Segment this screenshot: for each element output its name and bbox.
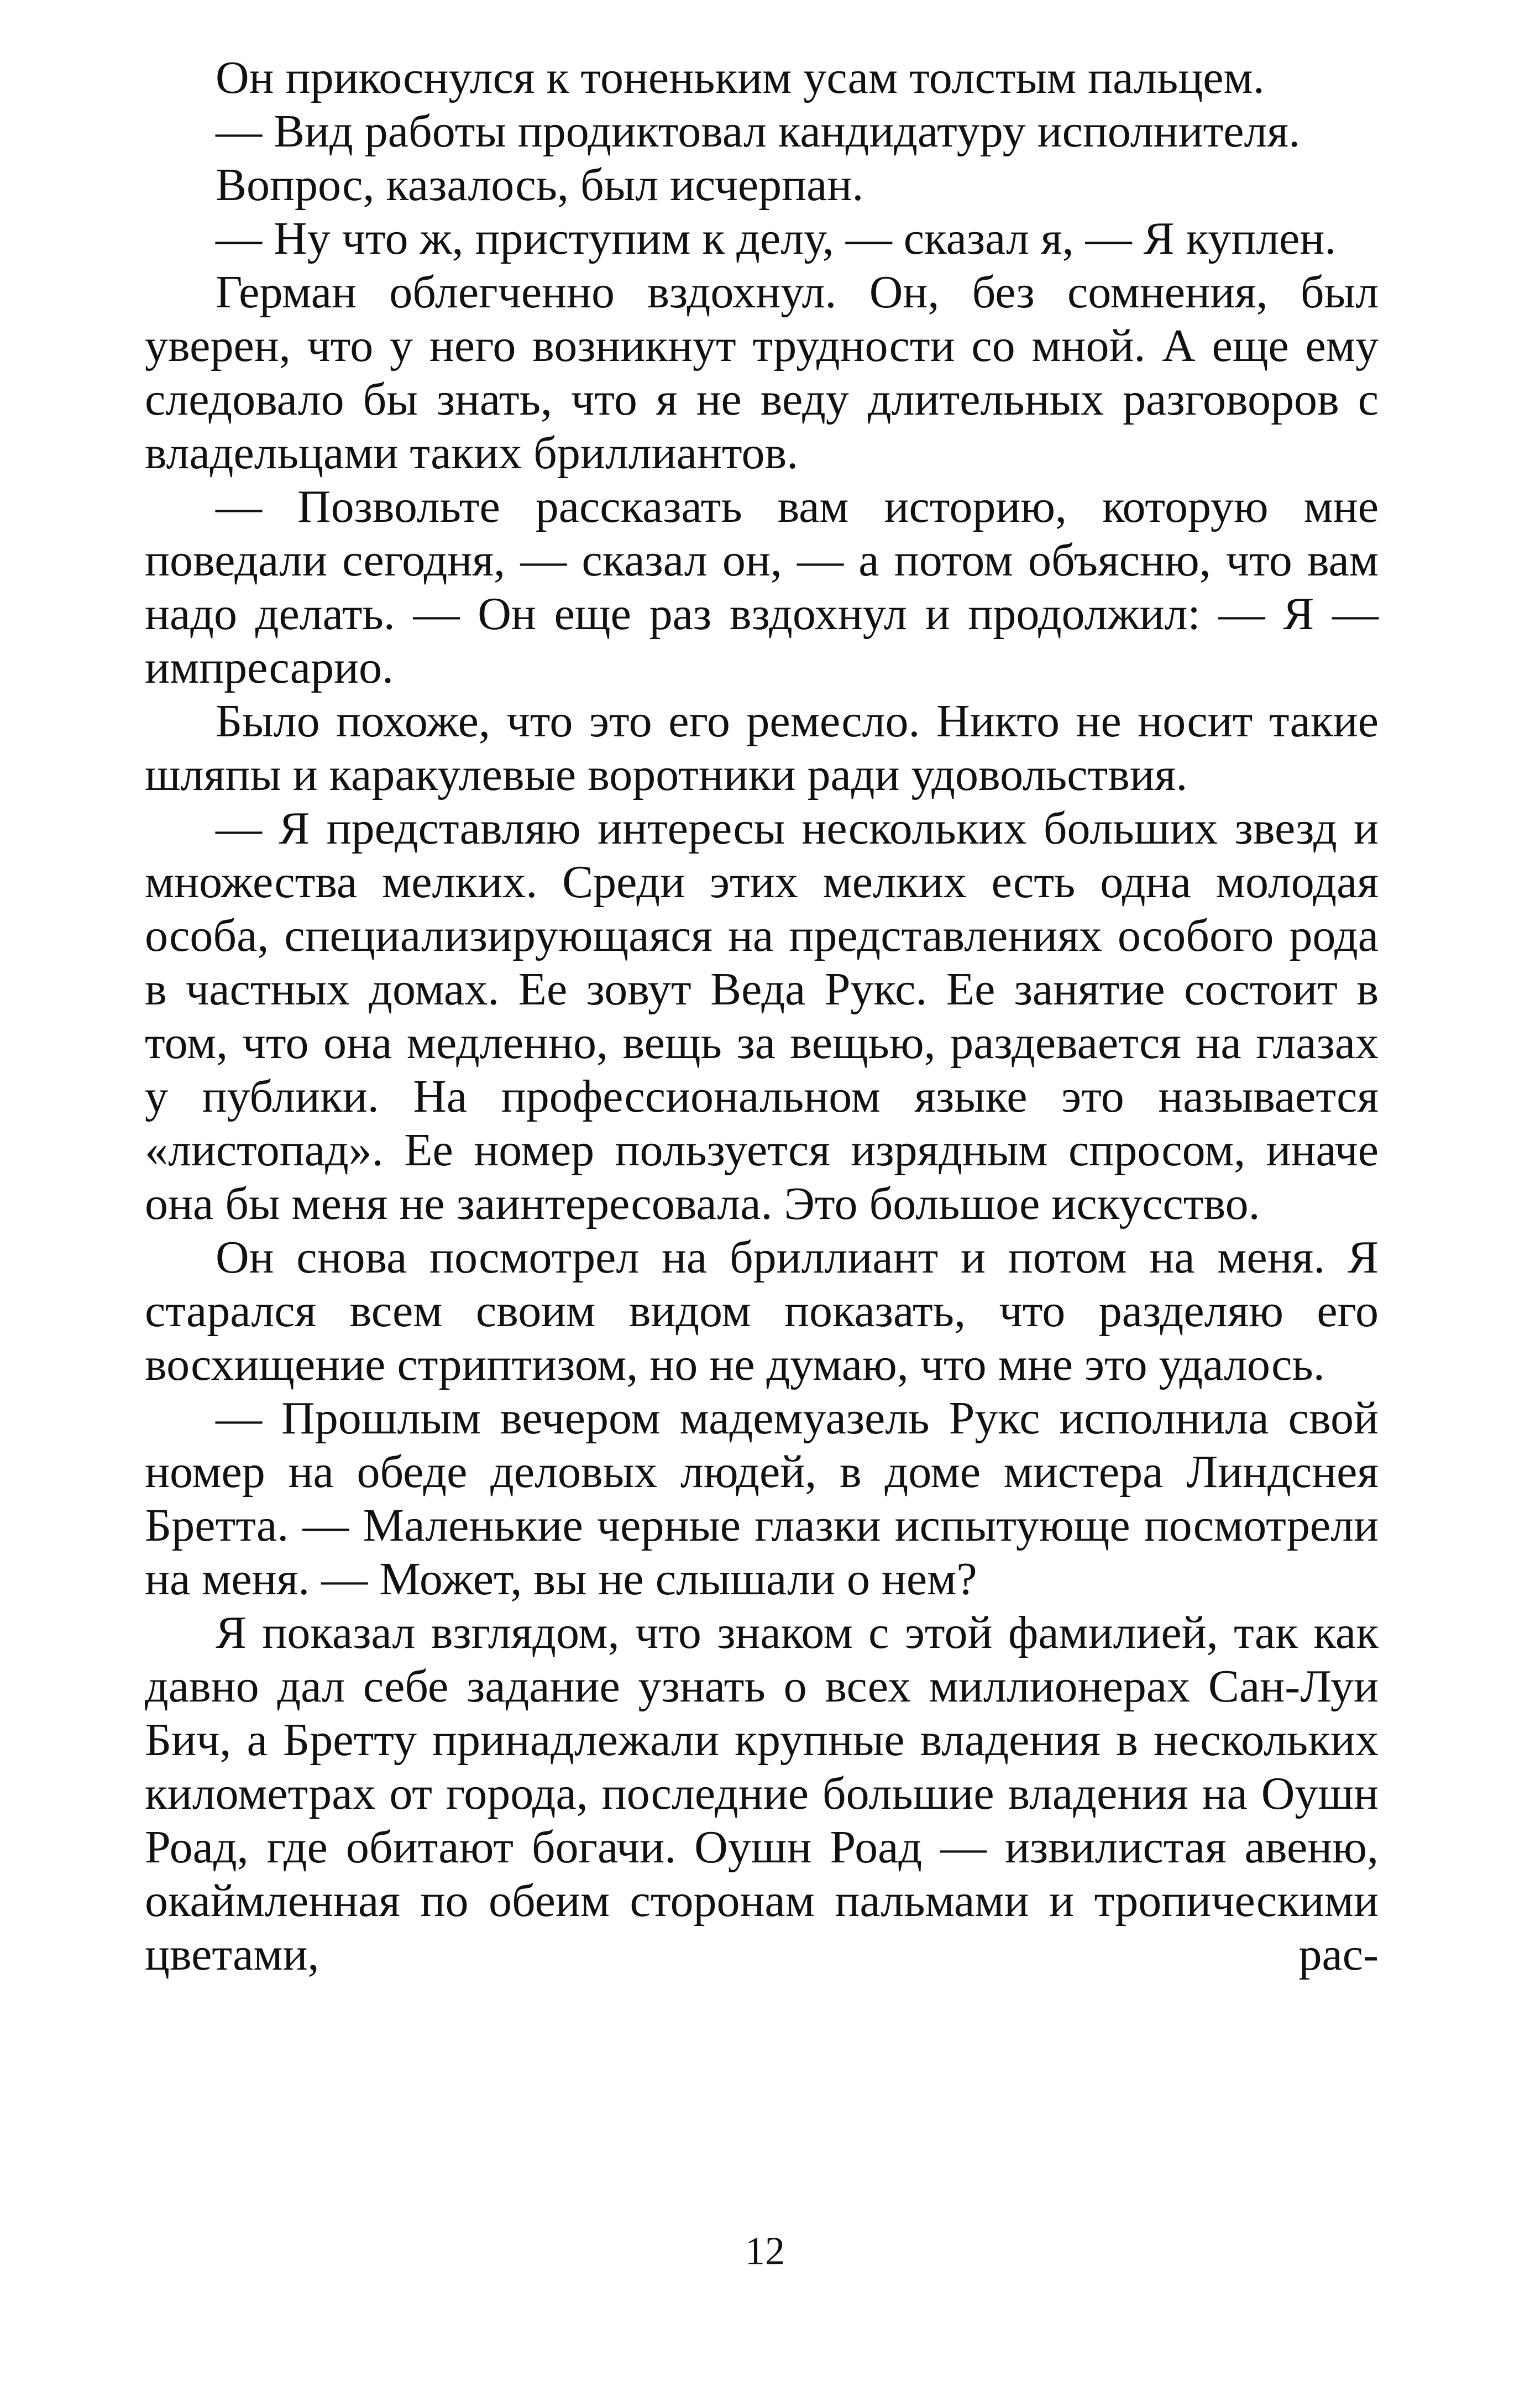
paragraph: Он снова посмотрел на бриллиант и потом на меня. Я старался всем своим видом показать, что разделяю его восхищение стриптизом, но не думаю, что мне это удалось. [145, 1232, 1379, 1390]
paragraph: Было похоже, что это его ремесло. Никто не носит такие шляпы и каракулевые воротники ради удовольствия. [145, 695, 1379, 800]
paragraph: — Позвольте рассказать вам историю, которую мне поведали сегодня, — сказал он, — а потом объясню, что вам надо делать. — Он еще раз вздохнул и продолжил: — Я — импресарио. [145, 481, 1379, 693]
paragraph: Он прикоснулся к тоненьким усам толстым пальцем. [216, 52, 1265, 103]
body-text [145, 51, 1379, 1981]
paragraph: Герман облегченно вздохнул. Он, без сомнения, был уверен, что у него возникнут трудности со мной. А еще ему следовало бы знать, что я не веду длительных разговоров с владельцами таких бриллиантов. [145, 266, 1379, 479]
paragraph: — Ну что ж, приступим к делу, — сказал я, — Я куплен. [216, 213, 1337, 264]
paragraph: — Я представляю интересы нескольких больших звезд и множества мелких. Среди этих мелких есть одна молодая особа, специализирующаяся на представлениях особого рода в частных домах. Ее зовут Веда Рукс. Ее занятие состоит в том, что она медленно, вещь за вещью, раздевается на глазах у публики. На профессиональном языке это называется «листопад». Ее номер пользуется изрядным спросом, иначе она бы меня не заинтересовала. Это большое искусство. [145, 803, 1379, 1229]
page-number: 12 [745, 2229, 785, 2273]
paragraph: — Вид работы продиктовал кандидатуру исполнителя. [216, 106, 1301, 157]
paragraph: Я показал взглядом, что знаком с этой фамилией, так как давно дал себе задание узнать о всех миллионерах Сан-Луи Бич, а Бретту принадлежали крупные владения в нескольких километрах от города, последние большие владения на Оушн Роад, где обитают богачи. Оушн Роад — извилистая авеню, окаймленная по обеим сторонам пальмами и тропическими цветами, рас- [145, 1607, 1379, 1980]
paragraph: Вопрос, казалось, был исчерпан. [216, 159, 864, 211]
paragraph: — Прошлым вечером мадемуазель Рукс исполнила свой номер на обеде деловых людей, в доме мистера Линдснея Бретта. — Маленькие черные глазки испытующе посмотрели на меня. — Может, вы не слышали о нем? [145, 1393, 1379, 1605]
